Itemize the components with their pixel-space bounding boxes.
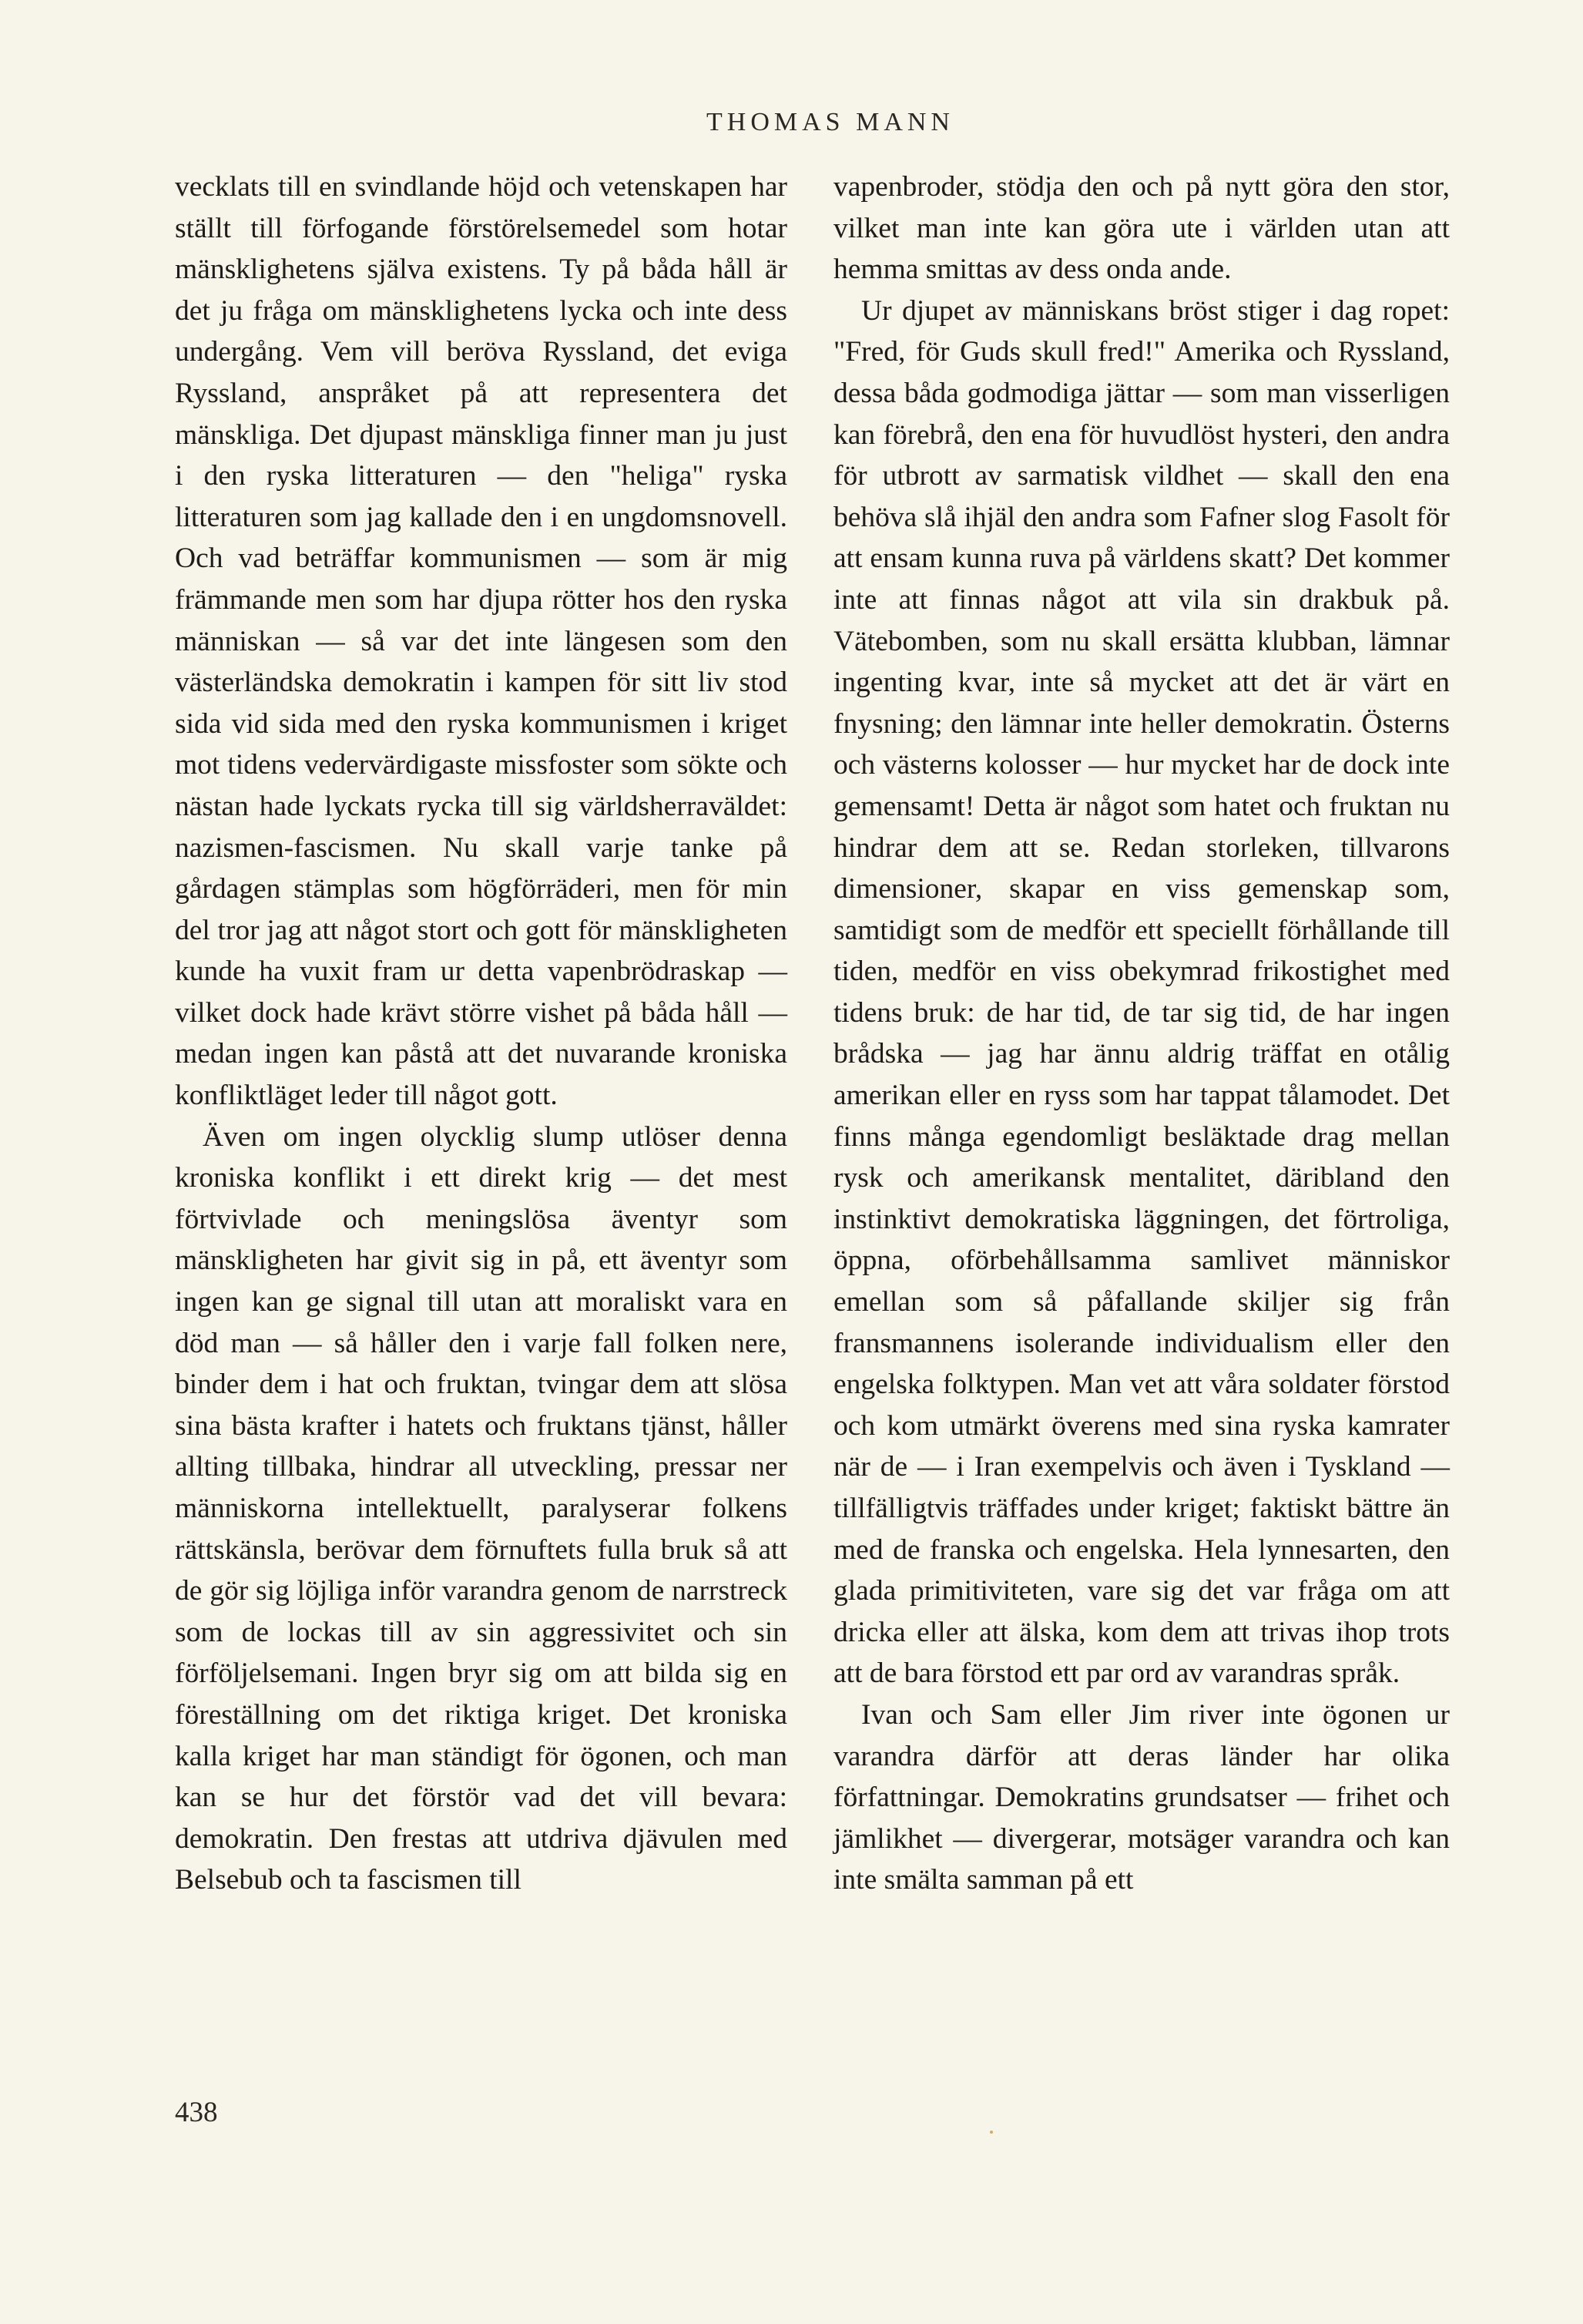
paragraph: Ivan och Sam eller Jim river inte ögonen ur varandra därför att deras länder har olika författningar. Demokratins grundsatser — frihet och jämlikhet — divergerar, motsäger varandra och kan inte smälta samman på ett (833, 1698, 1450, 1896)
paragraph: vapenbroder, stödja den och på nytt göra den stor, vilket man inte kan göra ute i världen utan att hemma smittas av dess onda ande. (833, 171, 1450, 286)
paragraph: Ur djupet av människans bröst stiger i dag ropet: "Fred, för Guds skull fred!" Amerika och Ryssland, dessa båda godmodiga jättar — som man visserligen kan förebrå, den ena för huvudlöst hysteri, den andra för utbrott av sarmatisk vildhet — skall den ena behöva slå ihjäl den andra som Fafner slog Fasolt för att ensam kunna ruva på världens skatt? Det kommer inte att finnas något att vila sin drakbuk på. Vätebomben, som nu skall ersätta klubban, lämnar ingenting kvar, inte så mycket att det är värt en fnysning; den lämnar inte heller demokratin. Österns och västerns kolosser — hur mycket har de dock inte gemensamt! Detta är något som hatet och fruktan nu hindrar dem att se. Redan storleken, tillvarons dimensioner, skapar en viss gemenskap som, samtidigt som de medför ett speciellt förhållande till tiden, medför en viss obekymrad frikostighet med tidens bruk: de har tid, de tar sig tid, de har ingen brådska — jag har ännu aldrig träffat en otålig amerikan eller en ryss som har tappat tålamodet. Det finns många egendomligt besläktade drag mellan rysk och amerikansk mentalitet, däribland den instinktivt demokratiska läggningen, det förtroliga, öppna, oförbehållsamma samlivet människor emellan som så påfallande skiljer sig från fransmannens isolerande individualism eller den engelska folktypen. Man vet att våra soldater förstod och kom utmärkt överens med sina ryska kamrater när de — i Iran exempelvis och även i Tyskland — tillfälligtvis träffades under kriget; faktiskt bättre än med de franska och engelska. Hela lynnesarten, den glada primitiviteten, vare sig det var fråga om att dricka eller att älska, kom dem att trivas ihop trots att de bara förstod ett par ord av varandras språk. (833, 294, 1450, 1690)
page-number: 438 (175, 2097, 218, 2128)
paragraph: vecklats till en svindlande höjd och vetenskapen har ställt till förfogande förstörelsemedel som hotar mänsklighetens själva existens. Ty på båda håll är det ju fråga om mänsklighetens lycka och inte dess undergång. Vem vill beröva Ryssland, det eviga Ryssland, anspråket på att representera det mänskliga. Det djupast mänskliga finner man ju just i den ryska litteraturen — den "heliga" ryska litteraturen som jag kallade den i en ungdomsnovell. Och vad beträffar kommunismen — som är mig främmande men som har djupa rötter hos den ryska människan — så var det inte längesen som den västerländska demokratin i kampen för sitt liv stod sida vid sida med den ryska kommunismen i kriget mot tidens vedervärdigaste missfoster som sökte och nästan hade lyckats rycka till sig världsherraväldet: nazismen-fascismen. Nu skall varje tanke på gårdagen stämplas som högförräderi, men för min del tror jag att något stort och gott för mänskligheten kunde ha vuxit fram ur detta vapenbrödraskap — vilket dock hade krävt större vishet på båda håll — medan ingen kan påstå att det nuvarande kroniska konfliktläget leder till något gott. (175, 171, 787, 1112)
paragraph: Även om ingen olycklig slump utlöser denna kroniska konflikt i ett direkt krig — det mest förtvivlade och meningslösa äventyr som mänskligheten har givit sig in på, ett äventyr som ingen kan ge signal till utan att moraliskt vara en död man — så håller den i varje fall folken nere, binder dem i hat och fruktan, tvingar dem att slösa sina bästa krafter i hatets och fruktans tjänst, håller allting tillbaka, hindrar all utveckling, pressar ner människorna intellektuellt, paralyserar folkens rättskänsla, berövar dem förnuftets fulla bruk så att de gör sig löjliga inför varandra genom de narrstreck som de lockas till av sin aggressivitet och sin förföljelsemani. Ingen bryr sig om att bilda sig en föreställning om det riktiga kriget. Det kroniska kalla kriget har man ständigt för ögonen, och man kan se hur det förstör vad det vill bevara: demokratin. Den frestas att utdriva djävulen med Belsebub och ta fascismen till (175, 1120, 787, 1896)
running-head: THOMAS MANN (706, 108, 954, 136)
left-column (175, 166, 787, 1901)
paper-speck (990, 2131, 993, 2134)
right-column (833, 166, 1450, 1901)
